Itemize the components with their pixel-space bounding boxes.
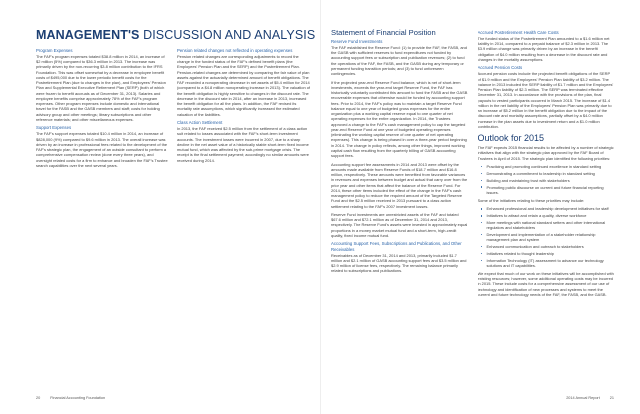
page-number: 21 <box>609 396 614 400</box>
paragraph: The FAF established the Reserve Fund: (1) to provide the FAF, the FASB, and the GASB with sufficient reserves to fund expenditures not funded by accounting support fees or subscription and publication revenues; (2) to fund the operations of the FAF, the FASB, and the GASB during any temporary or permanent funding transition periods; and (3) to fund unforeseen contingencies. <box>331 44 467 77</box>
heading-postretirement: Accrued Postretirement Health Care Costs <box>477 30 559 35</box>
paragraph: Accounting support fee assessments in 2014 and 2013 were offset by the amounts made available from Reserve Funds of $18.7 million and $16.8 million, respectively. These amounts were benefited from favorable variances in revenues and expenses between budget and actual that carry over from the prior year and other items that affect the balance of the Reserve Fund. For 2014, these other items included the effect of the change in the FAF's cash management policy to reduce the required amount of the Targeted Reserve Fund and the $2.5 million received in 2013 pursuant to a class action settlement relating to the FAF's 2007 investment losses. <box>331 161 468 209</box>
paragraph: The FAF's program expenses totaled $38.8 million in 2014, an increase of $2 million (5%) compared to $36.3 million in 2013. The increase was primarily driven by the non-recurring $3.8 million contribution to the IFRS Foundation. This was offset somewhat by a decrease in employee benefit costs of $495,000 due to the lower periodic benefit costs for the Postretirement Plan (due to changes in the plan), and Employees' Pension Plan and Supplemental Executive Retirement Plan (SERP) (both of which were frozen to benefit accruals as of December 31, 2013). Salaries and employee benefits comprise approximately 78% of the FAF's program expenses. Other program expenses include domestic and international travel for the FASB and the GASB members and staff; costs for holding advisory group and other meetings; library subscriptions and other reference materials; and other miscellaneous expenses. <box>36 53 166 122</box>
paragraph: Some of the initiatives relating to these priorities may include: <box>477 197 585 203</box>
heading-accrued-pension: Accrued Pension Costs <box>477 65 523 71</box>
footer-text: Financial Accounting Foundation <box>50 396 106 400</box>
heading-program-expenses: Program Expenses <box>36 48 73 53</box>
paragraph: The FAF expects 2015 financial results to be affected by a number of strategic initiatives that align with the strategic plan approved by the FAF Board of Trustees in April of 2015. The strategic plan identified the following priorities: <box>477 145 614 161</box>
footer-text: 2014 Annual Report <box>566 396 600 400</box>
heading-receivables: Accounting Support Fees, Subscriptions and Publications, and Other Receivables <box>331 241 462 252</box>
paragraph: The funded status of the Postretirement Plan amounted to a $1.6 million net liability in 2014, compared to a prepaid balance of $2.3 million in 2013. The $3.9 million change was primarily driven by an increase in the benefit obligation of $4.0 million resulting from a decrease in the discount rate and changes in the mortality assumptions. <box>477 35 610 62</box>
list-item: Practicing and promoting continued excellence in standard setting <box>484 164 615 169</box>
list-item: More meetings with national standard setters and other international regulators and stakeholders <box>484 220 615 230</box>
heading-support-expenses: Support Expenses <box>36 125 72 131</box>
right-footer <box>566 396 614 400</box>
list-item: Development and implementation of a stakeholder relationship management plan and system <box>484 232 615 242</box>
left-columns <box>36 46 310 171</box>
section-title-financial-position: Statement of Financial Position <box>331 28 436 37</box>
right-page <box>320 0 640 414</box>
right-column-1 <box>331 28 468 300</box>
list-item: Information Technology (IT) assessment to advance our technology solutions and IT capabilities. <box>484 258 615 268</box>
right-columns <box>331 28 614 300</box>
paragraph: Pension related changes are corresponding adjustments to record the change in the funded status of the FAF's defined benefit plans (the Employees' Pension Plan and the SERP) and the Postretirement Plan. Pension-related changes are determined by comparing the fair value of plan assets against the actuarially determined amount of benefit obligations. The FAF recorded a nonoperating decrease in net assets of $5.4 million for 2014 (compared to a $4.8 million nonoperating increase in 2013). The valuation of the benefit obligation is highly sensitive to changes in the discount rate. The decrease in the discount rate in 2014, after an increase in 2013, increased the benefit obligation for all the plans. In addition, the FAF revised its mortality rate assumptions, which significantly increased the estimated valuation of the liabilities. <box>177 53 310 117</box>
list-item: Demonstrating a commitment to leadership in standard setting <box>484 171 615 176</box>
section-title-outlook: Outlook for 2015 <box>477 133 545 143</box>
page-title <box>36 28 316 42</box>
heading-pension-changes: Pension related changes not reflected in operating expenses <box>177 48 293 53</box>
paragraph: We expect that much of our work on these initiatives will be accomplished with existing resources; however, some additional operating costs may be incurred in 2015. These include costs for a comprehensive assessment of our use of technology and identification of new processes and systems to meet the current and future technology needs of the FAF, the FASB, and the GASB. <box>477 270 614 297</box>
list-item: Promoting public discourse on current and future financial reporting issues. <box>484 185 615 195</box>
list-item: Enhanced communication and outreach to stakeholders <box>484 244 615 249</box>
title-strong: MANAGEMENT'S <box>36 28 140 42</box>
paragraph: Accrued pension costs include the projected benefit obligations of the SERP of $1.9 million and the Employees' Pension Plan liability of $3.2 million. The balance in 2013 included the SERP liability of $1.7 million and the Employees' Pension Plan liability of $2.3 million. The SERP was terminated effective December 31, 2013. In accordance with the provisions of the plan, final payouts to vested participants occurred in March 2015. The increase of $1.4 million in the net liability of the Employees' Pension Plan was primarily due to an increase of $5.2 million in the benefit obligation due to the impact of the discount rate and mortality assumptions, partially offset by a $4.0 million increase in the plan assets due to investment return and a $1.0 million contribution. <box>477 71 614 129</box>
heading-reserve-fund: Reserve Fund Investments <box>331 39 383 44</box>
left-column-1 <box>36 46 169 171</box>
left-footer <box>36 396 105 400</box>
paragraph: If the projected year-end Reserve Fund balance, which is net of short-term investments, exceeds the year-end target Reserve Fund, the FAF has historically voluntarily contributed this amount to fund the FASB and the GASB recoverable expenses that otherwise would be funded by accounting support fees. Prior to 2014, the FAF's policy was to maintain a target Reserve Fund balance equal to one year of budgeted gross expenses for the entire organization plus a working capital reserve equal to one quarter of net operating expenses for the entire organization. In 2014, the Trustees approved a change to the FAF's cash management policy to cap the targeted year-end Reserve Fund at one year of budgeted operating expenses (eliminating the working capital reserve of one quarter of net operating expenses). This change is being phased in over a three-year period beginning in 2014. The change in policy reflects, among other things, improved working capital cash flow resulting from the quarterly billing of GASB accounting support fees. <box>331 79 468 159</box>
paragraph: The FAF's support expenses totaled $10.4 million in 2014, an increase of $828,000 (9%) compared to $9.6 million in 2013. The overall increase was driven by an increase in professional fees related to the development of the FAF's strategic plan, the engagement of an outside consultant to perform a comprehensive compensation review (done every three years), and oversight related costs for a firm to enhance and broaden the FAF's Trustee search capabilities over the next several years. <box>36 131 168 168</box>
paragraph: Reserve Fund investments are unrestricted assets of the FAF and totaled $67.6 million and $72.1 million as of December 31, 2014 and 2013, respectively. The Reserve Fund's assets were invested in approximately equal proportions in a money market mutual fund and a short-term, high-credit quality, fixed income mutual fund. <box>331 211 468 238</box>
priorities-list <box>478 164 615 195</box>
list-item: Enhanced professional and leadership development initiatives for staff <box>484 206 615 211</box>
list-item: Initiatives related to thought leadership <box>484 251 615 256</box>
paragraph: In 2013, the FAF received $2.5 million from the settlement of a class action suit related to losses associated with the FAF's short-term investment accounts. The investment losses were incurred in 2007, due to a sharp decline in the net asset value of a historically stable short-term fixed income mutual fund, which was affected by the sub-prime mortgage crisis. The receipt is the final settlement payment; accordingly no similar amounts were received during 2014. <box>177 126 309 163</box>
left-column-2 <box>177 46 310 171</box>
list-item: Initiatives to attract and retain a quality, diverse workforce <box>484 213 615 218</box>
heading-class-action: Class Action Settlement <box>177 120 223 126</box>
right-column-2 <box>478 28 615 300</box>
page-number: 20 <box>36 396 41 400</box>
initiatives-list <box>478 206 615 268</box>
paragraph: Receivables as of December 31, 2014 and 2013, primarily included $1.7 million and $2.1 million of GASB accounting support fees and $3.5 million and $2.9 million of license fees, respectively. The remaining balance primarily related to subscriptions and publications. <box>331 252 467 274</box>
title-light: DISCUSSION AND ANALYSIS <box>143 28 316 42</box>
list-item: Building and maintaining trust with stakeholders <box>484 178 615 183</box>
